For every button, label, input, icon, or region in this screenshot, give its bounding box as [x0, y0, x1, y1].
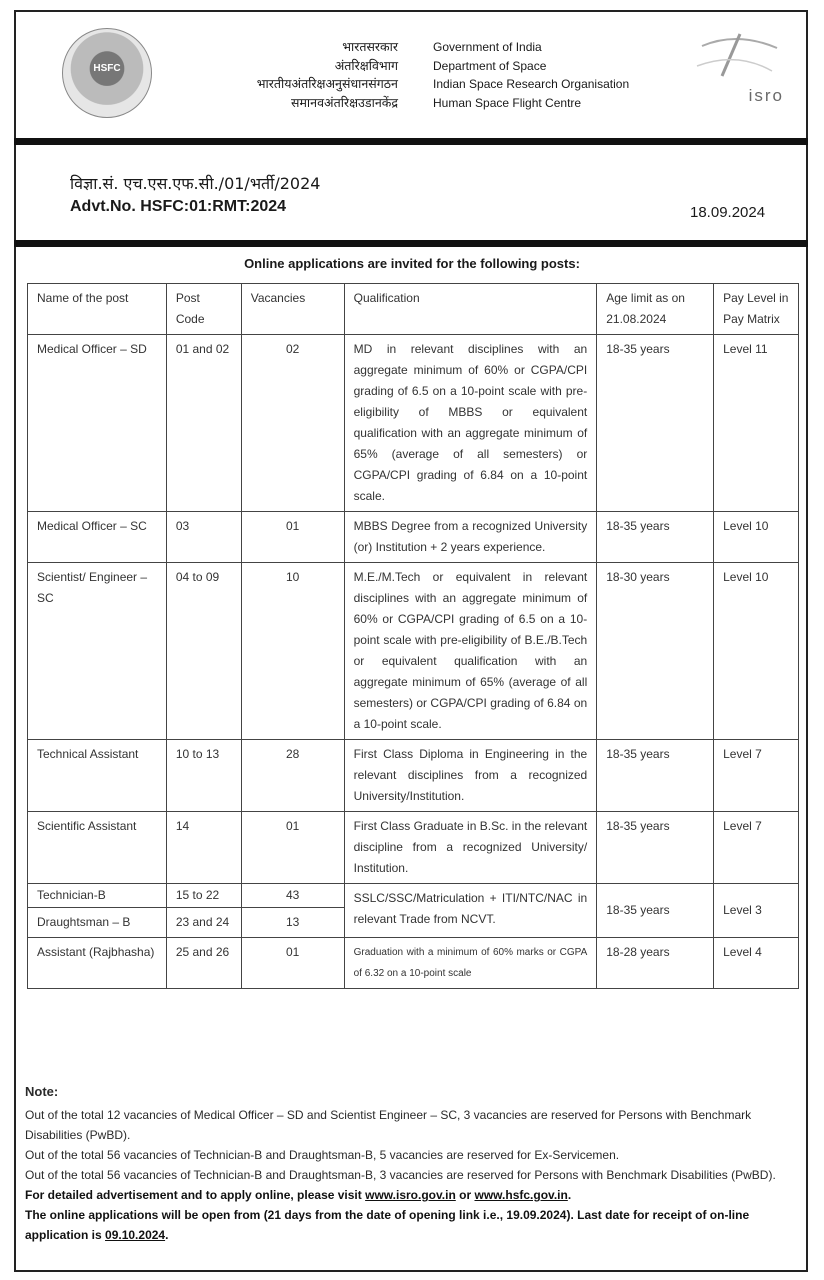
header-age: Age limit as on 21.08.2024	[597, 284, 714, 335]
last-date: 09.10.2024	[105, 1228, 166, 1242]
post-code: 04 to 09	[166, 563, 241, 740]
note-line: Out of the total 12 vacancies of Medical Officer – SD and Scientist Engineer – SC, 3 vacancies are reserved for Persons with Benchmark Disabilities (PwBD).	[25, 1108, 752, 1142]
posts-table	[27, 283, 799, 989]
post-vacancies: 13	[241, 908, 344, 938]
post-code: 25 and 26	[166, 938, 241, 989]
opening-dates-line: The online applications will be open from (21 days from the date of opening link i.e., 19.09.2024). Last date for receipt of on-line application is 09.10.2024.	[25, 1208, 750, 1242]
table-row	[28, 512, 799, 563]
post-name: Assistant (Rajbhasha)	[28, 938, 167, 989]
isro-link[interactable]: www.isro.gov.in	[365, 1188, 456, 1202]
post-vacancies: 01	[241, 812, 344, 884]
shared-pay: Level 3	[714, 884, 799, 938]
post-age: 18-28 years	[597, 938, 714, 989]
hsfc-logo	[62, 28, 152, 118]
visit-text: For detailed advertisement and to apply online, please visit	[25, 1188, 362, 1202]
post-age: 18-35 years	[597, 812, 714, 884]
post-name: Draughtsman – B	[28, 908, 167, 938]
apply-online-line: For detailed advertisement and to apply online, please visit www.isro.gov.in or www.hsfc.gov.in.	[25, 1188, 572, 1202]
hindi-line-3: भारतीयअंतरिक्षअनुसंधानसंगठन	[256, 76, 398, 91]
advert-rule	[14, 240, 808, 247]
hindi-line-1: भारतसरकार	[342, 39, 398, 54]
post-pay: Level 11	[714, 335, 799, 512]
post-code: 15 to 22	[166, 884, 241, 908]
post-qualification: MD in relevant disciplines with an aggregate minimum of 60% or CGPA/CPI grading of 6.5 on a 10-point scale with pre-eligibility of MBBS or equivalent qualification with an aggregate minimum of 65% (average of all semesters) or CGPA/CPI grading of 6.84 on a 10-point scale.	[344, 335, 597, 512]
header-rule	[14, 138, 808, 145]
advert-number: Advt.No. HSFC:01:RMT:2024	[70, 198, 287, 215]
post-name: Medical Officer – SD	[28, 335, 167, 512]
post-code: 01 and 02	[166, 335, 241, 512]
post-pay: Level 4	[714, 938, 799, 989]
isro-logo-text: isro	[748, 86, 784, 105]
post-age: 18-30 years	[597, 563, 714, 740]
note-title: Note:	[25, 1084, 59, 1099]
post-age: 18-35 years	[597, 740, 714, 812]
hindi-line-2: अंतरिक्षविभाग	[334, 57, 398, 73]
post-pay: Level 7	[714, 740, 799, 812]
intro-heading: Online applications are invited for the following posts:	[244, 256, 580, 271]
open-text: The online applications will be open from (21 days from the date of opening link i.e., 19.09.2024). Last date for receipt of on-line application is	[25, 1208, 750, 1242]
post-code: 23 and 24	[166, 908, 241, 938]
advert-date: 18.09.2024	[690, 204, 766, 221]
header-vacancies: Vacancies	[241, 284, 344, 335]
header-qualification: Qualification	[344, 284, 597, 335]
post-qualification: Graduation with a minimum of 60% marks or CGPA of 6.32 on a 10-point scale	[344, 938, 597, 989]
shared-qualification: SSLC/SSC/Matriculation + ITI/NTC/NAC in relevant Trade from NCVT.	[344, 884, 597, 938]
post-name: Technical Assistant	[28, 740, 167, 812]
post-vacancies: 43	[241, 884, 344, 908]
post-name: Scientific Assistant	[28, 812, 167, 884]
table-row	[28, 884, 799, 908]
post-qualification: M.E./M.Tech or equivalent in relevant disciplines with an aggregate minimum of 60% or CGPA/CPI grading of 6.5 on a 10-point scale with pre-eligibility of B.E./B.Tech or equivalent qualification with an aggregate minimum of 65% (average of all semesters) or CGPA/CPI grading of 6.84 on a 10-point scale.	[344, 563, 597, 740]
post-vacancies: 01	[241, 938, 344, 989]
english-line-3: Indian Space Research Organisation	[433, 77, 630, 91]
post-qualification: MBBS Degree from a recognized University (or) Institution + 2 years experience.	[344, 512, 597, 563]
post-vacancies: 02	[241, 335, 344, 512]
hindi-line-4: समानवअंतरिक्षउडानकेंद्र	[291, 94, 398, 110]
note-section	[25, 1082, 800, 1245]
post-qualification: First Class Diploma in Engineering in the relevant disciplines from a recognized University/Institution.	[344, 740, 597, 812]
post-pay: Level 10	[714, 512, 799, 563]
post-vacancies: 28	[241, 740, 344, 812]
header-pay: Pay Level in Pay Matrix	[714, 284, 799, 335]
table-row	[28, 812, 799, 884]
table-row	[28, 740, 799, 812]
post-name: Medical Officer – SC	[28, 512, 167, 563]
post-name: Technician-B	[28, 884, 167, 908]
post-code: 03	[166, 512, 241, 563]
note-line: Out of the total 56 vacancies of Technician-B and Draughtsman-B, 3 vacancies are reserved for Persons with Benchmark Disabilities (PwBD).	[25, 1168, 776, 1182]
letterhead-hindi	[257, 38, 398, 112]
header-name: Name of the post	[28, 284, 167, 335]
post-age: 18-35 years	[597, 512, 714, 563]
post-code: 14	[166, 812, 241, 884]
table-row	[28, 938, 799, 989]
post-name: Scientist/ Engineer – SC	[28, 563, 167, 740]
post-pay: Level 7	[714, 812, 799, 884]
post-pay: Level 10	[714, 563, 799, 740]
isro-logo	[682, 26, 792, 106]
or-text: or	[459, 1188, 472, 1202]
hsfc-logo-text: HSFC	[93, 63, 121, 74]
hsfc-link[interactable]: www.hsfc.gov.in	[474, 1188, 568, 1202]
post-vacancies: 01	[241, 512, 344, 563]
post-code: 10 to 13	[166, 740, 241, 812]
advert-number-hindi: विज्ञा.सं. एच.एस.एफ.सी./01/भर्ती/2024	[70, 174, 321, 193]
table-row	[28, 335, 799, 512]
header-code: Post Code	[166, 284, 241, 335]
english-line-4: Human Space Flight Centre	[433, 95, 582, 110]
table-row	[28, 563, 799, 740]
post-age: 18-35 years	[597, 335, 714, 512]
english-line-2: Department of Space	[433, 58, 547, 73]
english-line-1: Government of India	[433, 40, 542, 54]
post-qualification: First Class Graduate in B.Sc. in the relevant discipline from a recognized University/ Institution.	[344, 812, 597, 884]
table-header-row	[28, 284, 799, 335]
post-vacancies: 10	[241, 563, 344, 740]
shared-age: 18-35 years	[597, 884, 714, 938]
letterhead-english	[433, 38, 629, 112]
note-line: Out of the total 56 vacancies of Technician-B and Draughtsman-B, 5 vacancies are reserved for Ex-Servicemen.	[25, 1148, 620, 1162]
isro-rocket-icon	[682, 26, 792, 86]
